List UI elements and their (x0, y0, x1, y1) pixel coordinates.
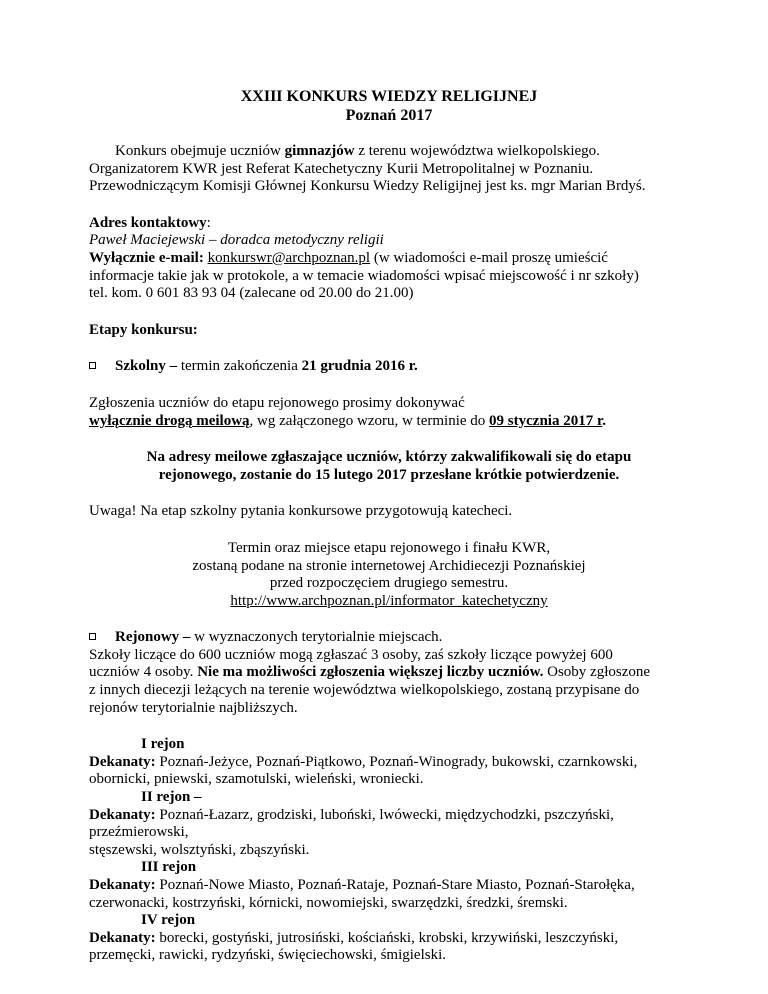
registration-section (89, 395, 689, 430)
regional-section (89, 629, 689, 717)
rejon-block (89, 736, 689, 789)
informator-link[interactable]: http://www.archpoznan.pl/informator_katechetyczny (230, 592, 548, 609)
intro-text-end: z terenu województwa wielkopolskiego. (354, 143, 600, 159)
rejon-dekanaty-line-1 (89, 877, 689, 895)
contact-heading: Adres kontaktowy (89, 214, 207, 231)
registration-line-2 (89, 413, 689, 431)
rejon-block (89, 789, 689, 859)
rejon-dekanaty-line-1 (89, 807, 689, 842)
announcement-section (89, 540, 689, 610)
contact-email-line (89, 250, 689, 268)
rejon-dekanaty-line-2: czerwonacki, kostrzyński, kórnicki, nowomiejski, swarzędzki, średzki, śremski. (89, 894, 568, 911)
announcement-line-3: przed rozpoczęciem drugiego semestru. (269, 575, 509, 592)
regional-bold: Nie ma możliwości zgłoszenia większej liczby uczniów. (197, 664, 544, 681)
contact-email-note-2: informacje takie jak w protokole, a w temacie wiadomości wpisać miejscowość i nr szkoły) (89, 267, 639, 284)
contact-heading-colon: : (206, 214, 211, 231)
contact-phone: tel. kom. 0 601 83 93 04 (zalecane od 20.00 do 21.00) (89, 285, 414, 302)
rejon-name: II rejon – (141, 789, 202, 806)
contact-person (89, 232, 689, 250)
checkbox-bullet-icon (89, 633, 96, 640)
registration-mail-only: wyłącznie drogą meilową (89, 412, 250, 429)
stage-regional-text: w wyznaczonych terytorialnie miejscach. (194, 629, 443, 646)
confirmation-section (89, 449, 689, 484)
title-line-1: XXIII KONKURS WIEDZY RELIGIJNEJ (240, 88, 538, 105)
rejon-dekanaty-line-1 (89, 754, 689, 772)
intro-line-1 (89, 143, 689, 161)
confirmation-line-2: rejonowego, zostanie do 15 lutego 2017 przesłane krótkie potwierdzenie. (158, 466, 620, 483)
dekanaty-list: Poznań-Jeżyce, Poznań-Piątkowo, Poznań-Winogrady, bukowski, czarnkowski, (155, 753, 638, 770)
confirmation-line-1: Na adresy meilowe zgłaszające uczniów, którzy zakwalifikowali się do etapu (146, 449, 632, 466)
regional-line-2: Szkoły liczące do 600 uczniów mogą zgłaszać 3 osoby, zaś szkoły liczące powyżej 600 (89, 646, 613, 663)
announcement-line-2: zostaną podane na stronie internetowej Archidiecezji Poznańskiej (192, 557, 586, 574)
dekanaty-list: borecki, gostyński, jutrosiński, kościański, krobski, krzywiński, leszczyński, (155, 929, 619, 946)
dekanaty-list: Poznań-Nowe Miasto, Poznań-Rataje, Poznań-Stare Miasto, Poznań-Starołęka, (155, 877, 635, 893)
email-note: (w wiadomości e-mail proszę umieścić (370, 249, 608, 266)
dekanaty-label: Dekanaty: (89, 929, 156, 946)
registration-line-1: Zgłoszenia uczniów do etapu rejonowego prosimy dokonywać (89, 394, 465, 411)
dekanaty-label: Dekanaty: (89, 806, 156, 823)
dekanaty-label: Dekanaty: (89, 877, 156, 893)
announcement-url-line (89, 593, 689, 611)
intro-bold: gimnazjów (284, 143, 355, 159)
rejon-block (89, 912, 689, 965)
intro-section (89, 143, 689, 196)
rejon-dekanaty-line-2: stęszewski, wolsztyński, zbąszyński. (89, 841, 310, 858)
document-title (89, 87, 689, 125)
regional-line-5: rejonów terytorialnie najbliższych. (89, 699, 298, 716)
registration-period: . (602, 412, 606, 429)
email-label: Wyłącznie e-mail: (89, 249, 204, 266)
stage-school-text: termin zakończenia (180, 358, 302, 375)
regional-line-3 (89, 664, 689, 682)
email-link[interactable]: konkurswr@archpoznan.pl (207, 249, 371, 266)
stage-regional (89, 629, 689, 647)
contact-section (89, 215, 689, 303)
intro-line-2: Organizatorem KWR jest Referat Katechetyczny Kurii Metropolitalnej w Poznaniu. (89, 160, 594, 177)
rejon-dekanaty-line-1 (89, 930, 689, 948)
registration-text: , wg załączonego wzoru, w terminie do (249, 412, 490, 429)
announcement-line-1: Termin oraz miejsce etapu rejonowego i finału KWR, (227, 539, 551, 556)
rejon-name: I rejon (141, 736, 185, 753)
dekanaty-list: Poznań-Łazarz, grodziski, luboński, lwówecki, międzychodzki, pszczyński, przeźmierowski, (89, 806, 614, 841)
stages-heading: Etapy konkursu: (89, 321, 198, 338)
intro-line-3: Przewodniczącym Komisji Głównej Konkursu Wiedzy Religijnej jest ks. mgr Marian Brdyś. (89, 178, 646, 195)
dekanaty-label: Dekanaty: (89, 753, 156, 770)
stage-school-name: Szkolny – (115, 358, 181, 375)
note-line: Uwaga! Na etap szkolny pytania konkursowe przygotowują katecheci. (89, 503, 513, 520)
stage-school-date: 21 grudnia 2016 r. (301, 358, 418, 375)
regional-text-c: Osoby zgłoszone (543, 664, 651, 681)
rejon-name: III rejon (141, 859, 197, 876)
rejony-section (89, 736, 689, 965)
contact-person-text: Paweł Maciejewski – doradca metodyczny religii (89, 232, 384, 249)
regional-text-a: uczniów 4 osoby. (89, 664, 198, 681)
title-line-2: Poznań 2017 (345, 107, 433, 124)
stage-school (89, 358, 689, 376)
stage-regional-name: Rejonowy – (115, 629, 195, 646)
rejon-block (89, 859, 689, 912)
rejon-dekanaty-line-2: przemęcki, rawicki, rydzyński, święciechowski, śmigielski. (89, 947, 446, 964)
regional-line-4: z innych diecezji leżących na terenie województwa wielkopolskiego, zostaną przypisane do (89, 682, 640, 699)
rejon-name: IV rejon (141, 912, 196, 929)
registration-deadline: 09 stycznia 2017 r (489, 412, 603, 429)
intro-text: Konkurs obejmuje uczniów (115, 143, 285, 159)
checkbox-bullet-icon (89, 362, 96, 369)
rejon-dekanaty-line-2: obornicki, pniewski, szamotulski, wieleński, wroniecki. (89, 771, 424, 788)
document-page (89, 82, 689, 965)
contact-heading-line (89, 215, 689, 233)
